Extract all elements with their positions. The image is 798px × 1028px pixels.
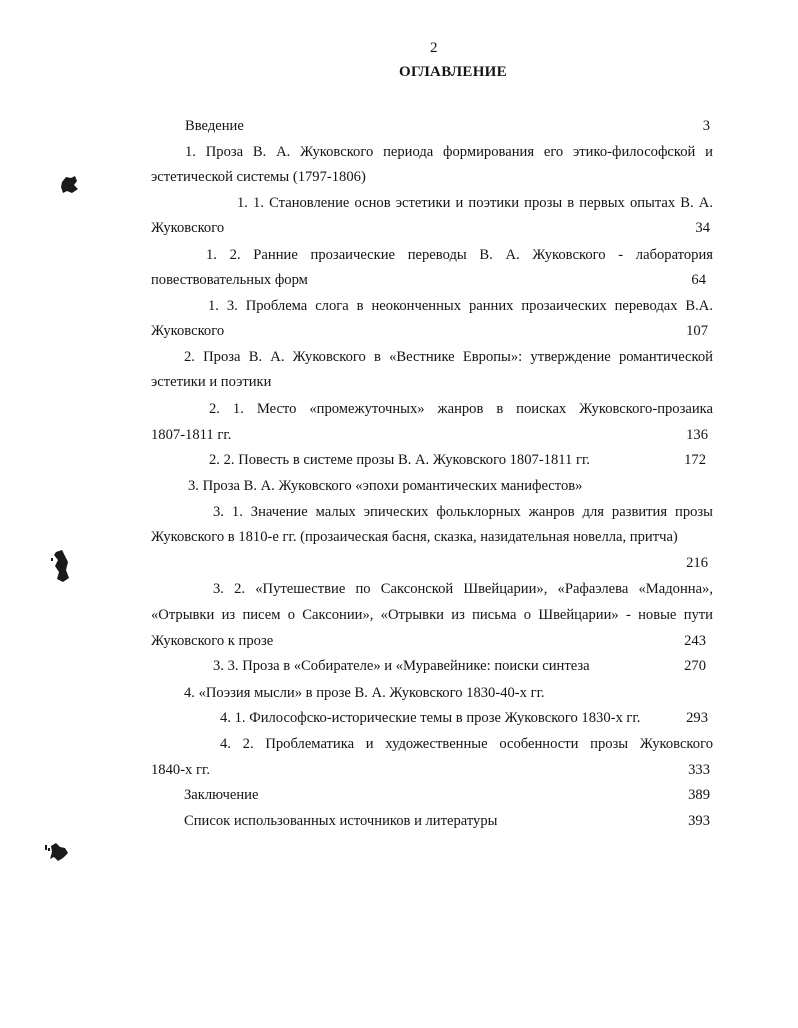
ink-spot-2 (48, 548, 74, 584)
toc-s12-page: 64 (691, 272, 706, 288)
toc-s31-page: 216 (686, 555, 708, 571)
toc-s31-line1: 3. 1. Значение малых эпических фольклорных жанров для развития прозы (213, 504, 713, 520)
toc-s21-page: 136 (686, 427, 708, 443)
toc-intro-page: 3 (702, 118, 710, 134)
toc-ch2-line2: эстетики и поэтики (151, 374, 272, 390)
toc-s32-line2: «Отрывки из писем о Саксонии», «Отрывки из письма о Швейцарии» - новые пути (151, 607, 713, 623)
toc-intro-label: Введение (185, 118, 244, 134)
page-number: 2 (430, 40, 438, 56)
toc-s32-line1: 3. 2. «Путешествие по Саксонской Швейцарии», «Рафаэлева «Мадонна», (213, 581, 713, 597)
toc-s13-page: 107 (686, 323, 708, 339)
toc-s11-page: 34 (695, 220, 710, 236)
toc-s41-label: 4. 1. Философско-исторические темы в прозе Жуковского 1830-х гг. (220, 710, 641, 726)
toc-ch2-line1: 2. Проза В. А. Жуковского в «Вестнике Европы»: утверждение романтической (184, 349, 713, 365)
toc-s11-line2: Жуковского (151, 220, 225, 236)
toc-s21-line1: 2. 1. Место «промежуточных» жанров в поисках Жуковского-прозаика (209, 401, 713, 417)
toc-conclusion-page: 389 (688, 787, 710, 803)
toc-bibliography-label: Список использованных источников и литературы (184, 813, 498, 829)
toc-conclusion-label: Заключение (184, 787, 259, 803)
toc-s22-page: 172 (684, 452, 706, 468)
toc-s13-line2: Жуковского (151, 323, 225, 339)
toc-s33-label: 3. 3. Проза в «Собирателе» и «Муравейнике: поиски синтеза (213, 658, 590, 674)
page-title: ОГЛАВЛЕНИЕ (399, 64, 507, 80)
toc-s22-label: 2. 2. Повесть в системе прозы В. А. Жуковского 1807-1811 гг. (209, 452, 590, 468)
toc-s42-line1: 4. 2. Проблематика и художественные особенности прозы Жуковского (220, 736, 713, 752)
toc-ch4-line1: 4. «Поэзия мысли» в прозе В. А. Жуковского 1830-40-х гг. (184, 685, 545, 701)
toc-s33-page: 270 (684, 658, 706, 674)
ink-spot-3 (42, 840, 72, 864)
toc-ch3-line1: 3. Проза В. А. Жуковского «эпохи романтических манифестов» (188, 478, 583, 494)
toc-s42-line2: 1840-х гг. (151, 762, 210, 778)
toc-s32-line3: Жуковского к прозе (151, 633, 274, 649)
toc-s32-page: 243 (684, 633, 706, 649)
ink-spot-1 (58, 174, 80, 196)
toc-s42-page: 333 (688, 762, 710, 778)
toc-ch1-line1: 1. Проза В. А. Жуковского периода формирования его этико-философской и (185, 144, 713, 160)
toc-s31-line2: Жуковского в 1810-е гг. (прозаическая басня, сказка, назидательная новелла, притча) (151, 529, 678, 545)
toc-ch1-line2: эстетической системы (1797-1806) (151, 169, 366, 185)
toc-s12-line1: 1. 2. Ранние прозаические переводы В. А. Жуковского - лаборатория (206, 247, 713, 263)
toc-s21-line2: 1807-1811 гг. (151, 427, 232, 443)
toc-s11-line1: 1. 1. Становление основ эстетики и поэтики прозы в первых опытах В. А. (237, 195, 713, 211)
toc-bibliography-page: 393 (688, 813, 710, 829)
toc-s13-line1: 1. 3. Проблема слога в неоконченных ранних прозаических переводах В.А. (208, 298, 713, 314)
toc-s12-line2: повествовательных форм (151, 272, 308, 288)
toc-s41-page: 293 (686, 710, 708, 726)
